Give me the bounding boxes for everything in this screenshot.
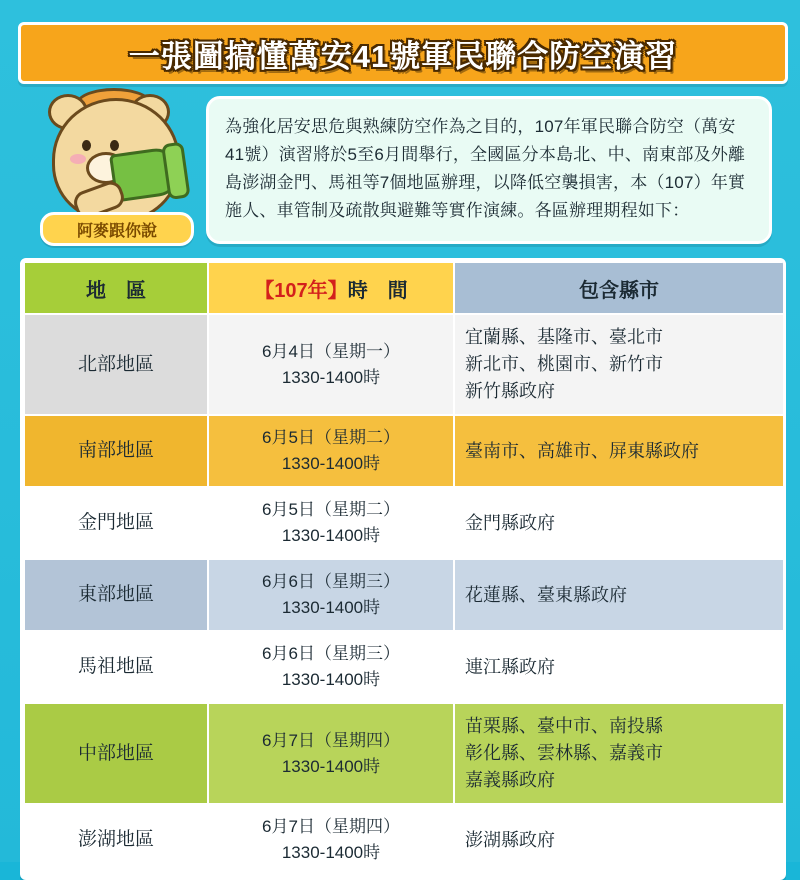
mascot-eye-right-icon <box>110 140 119 151</box>
cell-region: 東部地區 <box>24 559 208 631</box>
cell-time-range: 1330-1400時 <box>281 843 381 862</box>
intro-paragraph: 為強化居安思危與熟練防空作為之目的，107年軍民聯合防空（萬安41號）演習將於5至6月間舉行，全國區分本島北、中、南東部及外離島澎湖金門、馬祖等7個地區辦理，以降低空襲損害，本（107）年實施人、車管制及疏散與避難等實作演練。各區辦理期程如下： <box>225 117 746 220</box>
mascot-eye-left-icon <box>82 140 91 151</box>
cell-date: 6月5日（星期二） <box>262 500 400 519</box>
schedule-table-wrapper <box>20 258 786 880</box>
cell-date: 6月4日（星期一） <box>262 341 400 361</box>
table-row <box>24 804 784 876</box>
cell-time <box>208 631 454 703</box>
cell-time-range: 1330-1400時 <box>281 598 381 617</box>
cities-line: 嘉義縣政府 <box>465 770 555 790</box>
cities-line: 澎湖縣政府 <box>465 829 555 850</box>
cell-date: 6月6日（星期三） <box>262 644 400 663</box>
table-row <box>24 559 784 631</box>
cell-date: 6月7日（星期四） <box>262 817 400 836</box>
table-row <box>24 415 784 487</box>
column-header-cities: 包含縣市 <box>454 262 784 314</box>
cell-cities <box>454 487 784 559</box>
column-header-region: 地 區 <box>24 262 208 314</box>
cell-cities <box>454 703 784 804</box>
cities-line: 臺南市、高雄市、屏東縣政府 <box>465 440 699 461</box>
cell-region: 馬祖地區 <box>24 631 208 703</box>
cell-region: 南部地區 <box>24 415 208 487</box>
cell-time <box>208 487 454 559</box>
cell-region: 澎湖地區 <box>24 804 208 876</box>
cell-cities <box>454 314 784 415</box>
cities-line: 宜蘭縣、基隆市、臺北市 <box>465 327 663 347</box>
table-body <box>24 314 784 876</box>
cell-cities <box>454 804 784 876</box>
cell-time-range: 1330-1400時 <box>281 756 381 776</box>
cities-line: 彰化縣、雲林縣、嘉義市 <box>465 743 663 763</box>
cell-cities <box>454 631 784 703</box>
cell-time <box>208 314 454 415</box>
cell-date: 6月5日（星期二） <box>262 428 400 447</box>
table-row <box>24 314 784 415</box>
mascot-blush-left-icon <box>70 154 86 164</box>
table-row <box>24 487 784 559</box>
cities-line: 苗栗縣、臺中市、南投縣 <box>465 716 663 736</box>
cell-time-range: 1330-1400時 <box>281 526 381 545</box>
cell-date: 6月7日（星期四） <box>262 730 400 750</box>
mascot-name-label: 阿麥跟你說 <box>76 222 157 240</box>
cell-time-range: 1330-1400時 <box>281 454 381 473</box>
cell-cities <box>454 415 784 487</box>
cities-line: 金門縣政府 <box>465 512 555 533</box>
cell-region: 北部地區 <box>24 314 208 415</box>
cell-date: 6月6日（星期三） <box>262 572 400 591</box>
cell-region: 金門地區 <box>24 487 208 559</box>
cell-time <box>208 559 454 631</box>
cell-time-range: 1330-1400時 <box>281 670 381 689</box>
cell-time <box>208 415 454 487</box>
column-header-time <box>208 262 454 314</box>
mascot-name-tag <box>40 212 194 246</box>
table-row <box>24 703 784 804</box>
cities-line: 連江縣政府 <box>465 656 555 677</box>
schedule-table <box>23 261 785 877</box>
page-title: 一張圖搞懂萬安41號軍民聯合防空演習 <box>128 38 678 74</box>
cell-time-range: 1330-1400時 <box>281 367 381 387</box>
cities-line: 新北市、桃園市、新竹市 <box>465 354 663 374</box>
mascot-illustration <box>34 94 194 244</box>
cell-time <box>208 703 454 804</box>
cell-time <box>208 804 454 876</box>
column-header-time-year: 【107年】 <box>254 279 348 302</box>
intro-bubble <box>206 96 772 244</box>
cell-region: 中部地區 <box>24 703 208 804</box>
cities-line: 新竹縣政府 <box>465 381 555 401</box>
table-row <box>24 631 784 703</box>
cities-line: 花蓮縣、臺東縣政府 <box>465 584 627 605</box>
table-header <box>24 262 784 314</box>
table-header-row <box>24 262 784 314</box>
cell-cities <box>454 559 784 631</box>
column-header-time-label: 時 間 <box>347 279 408 302</box>
title-banner <box>18 22 788 84</box>
